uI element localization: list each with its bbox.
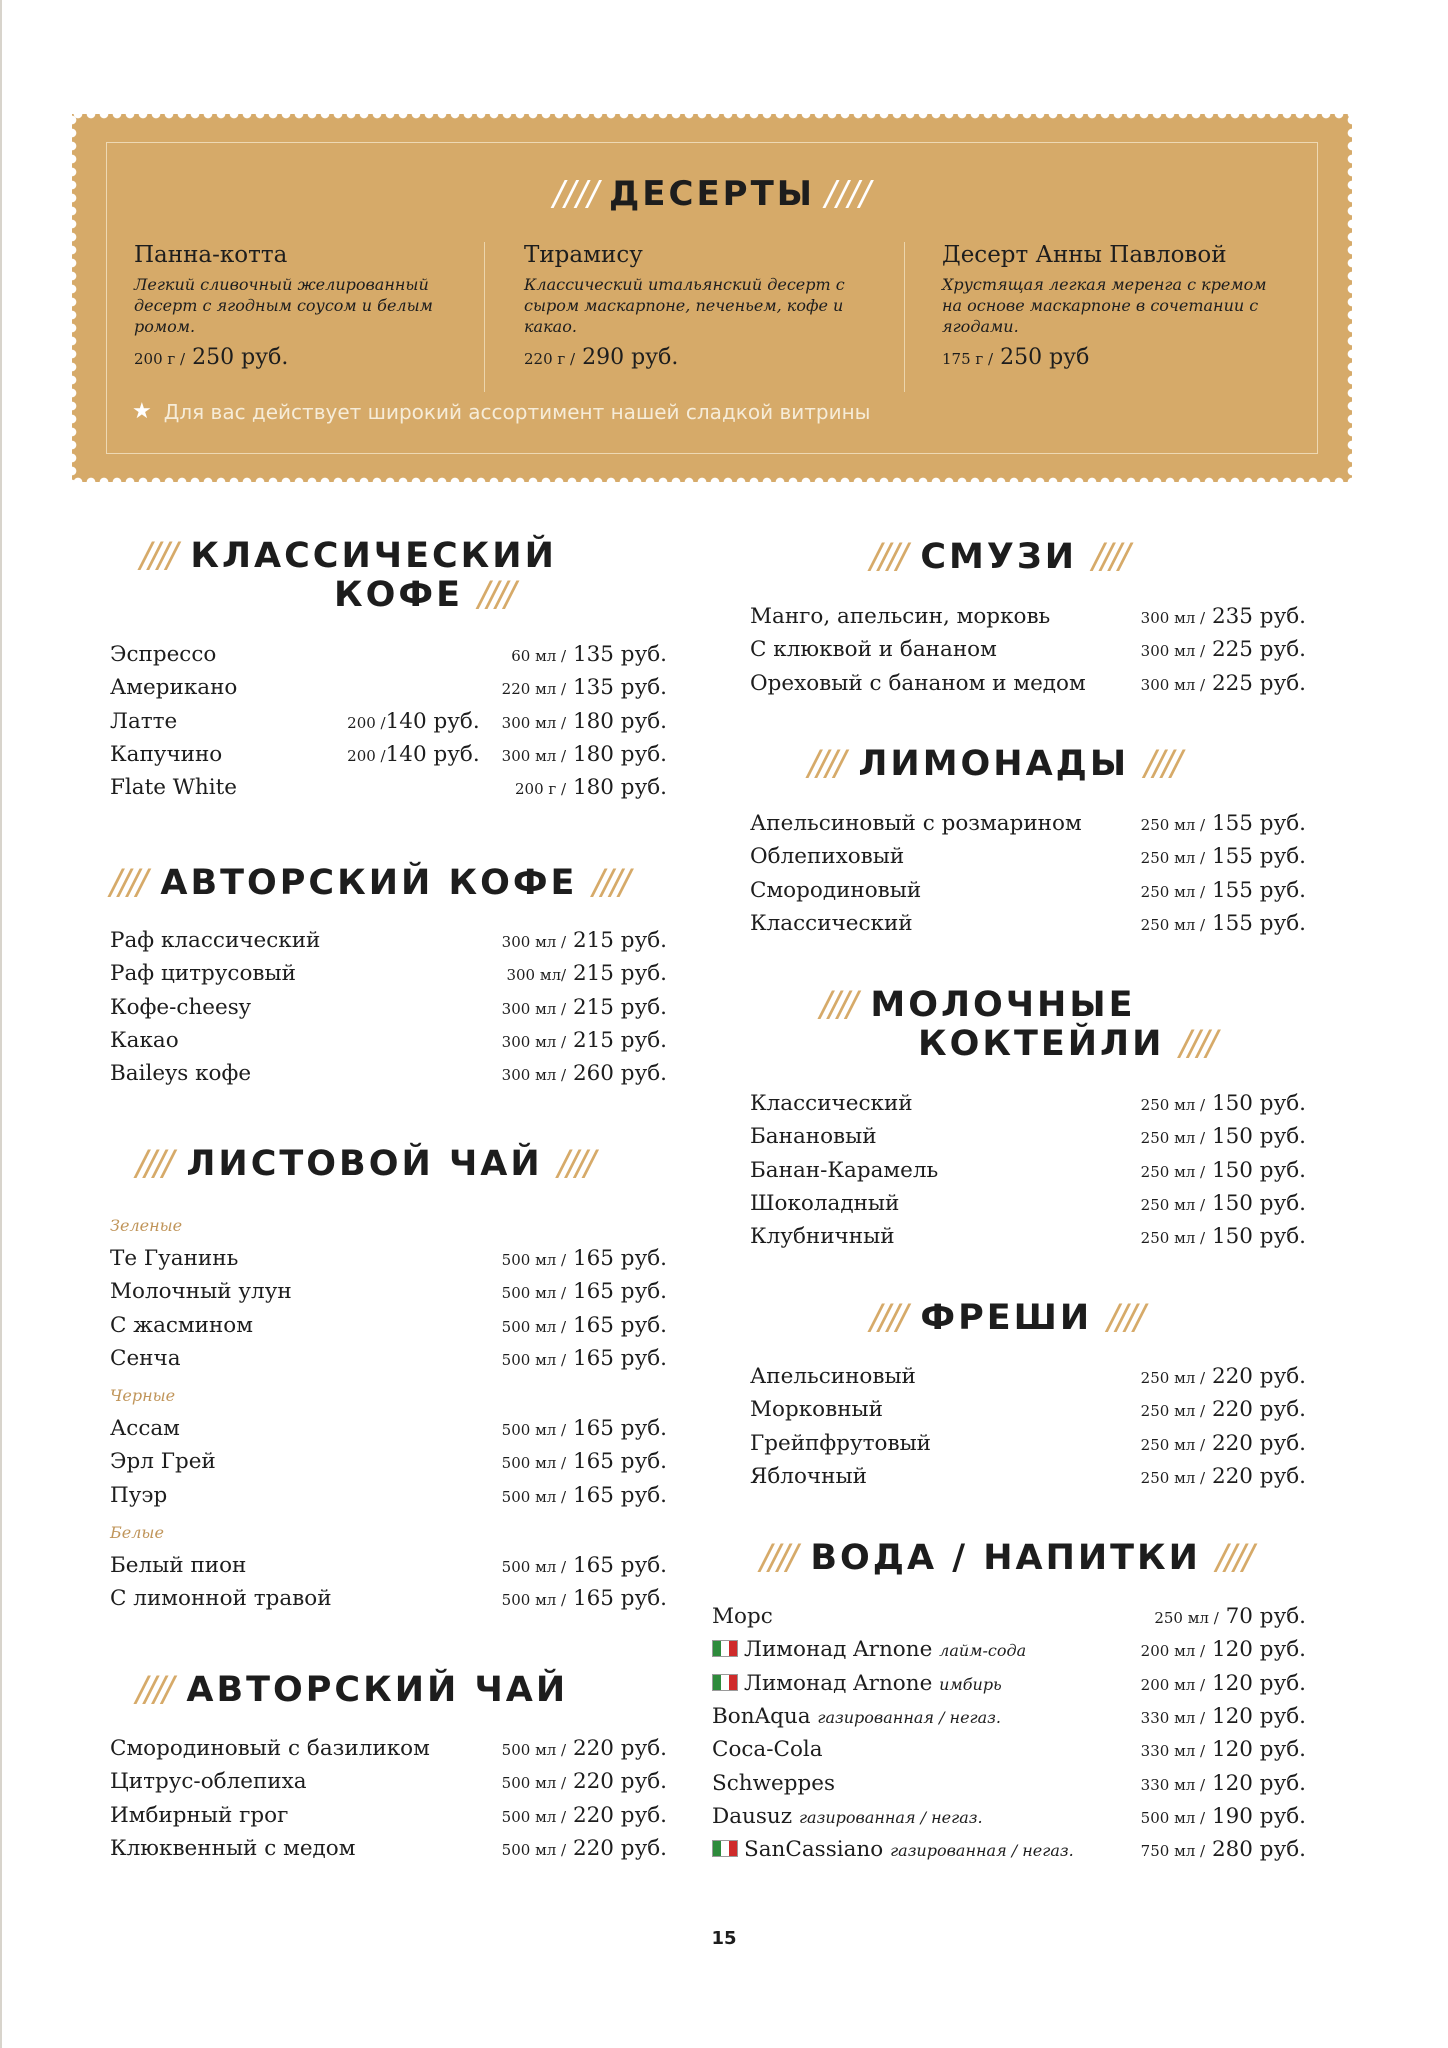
item-name: Dausuz газированная / негаз.: [712, 1803, 983, 1829]
item-name: С лимонной травой: [110, 1586, 332, 1612]
item-name: Грейпфрутовый: [750, 1430, 932, 1456]
item-price: 500 мл / 220 руб.: [501, 1736, 667, 1761]
item-price: 300 мл / 180 руб.: [501, 708, 667, 734]
item-name: Шоколадный: [750, 1190, 900, 1216]
menu-row: [110, 1582, 667, 1615]
item-price: 500 мл / 165 руб.: [501, 1586, 667, 1612]
item-price: 330 мл / 120 руб.: [1140, 1737, 1306, 1763]
menu-row: [750, 1120, 1306, 1153]
item-price: 250 мл / 220 руб.: [1140, 1463, 1306, 1489]
dessert-item: [942, 242, 1272, 370]
menu-row: [750, 1393, 1306, 1426]
item-name: Апельсиновый с розмарином: [750, 811, 1082, 836]
menu-row: [110, 924, 667, 957]
section-title-classic-coffee-line2: КОФЕ ////: [334, 575, 514, 615]
section-title-lemonade: //// ЛИМОНАДЫ ////: [808, 744, 1180, 784]
item-price: 250 мл / 70 руб.: [1154, 1604, 1306, 1629]
item-name: Ореховый с бананом и медом: [750, 670, 1086, 696]
section-title-smoothie: //// СМУЗИ ////: [870, 537, 1128, 577]
menu-row: [110, 638, 667, 671]
menu-row: [110, 991, 667, 1024]
menu-row: [750, 667, 1306, 700]
item-name: С клюквой и бананом: [750, 637, 997, 663]
item-name: Имбирный грог: [110, 1802, 289, 1828]
item-name: Эрл Грей: [110, 1449, 216, 1475]
tea-category-label: Белые: [110, 1523, 164, 1542]
menu-row: [712, 1600, 1306, 1633]
desserts-panel: [72, 114, 1352, 482]
menu-row: [750, 1187, 1306, 1220]
dessert-price: 220 г / 290 руб.: [524, 345, 679, 370]
item-name: Coca-Cola: [712, 1737, 823, 1763]
tea-category-label: Черные: [110, 1386, 176, 1405]
item-name: Банановый: [750, 1124, 877, 1150]
item-name: Какао: [110, 1027, 179, 1053]
menu-row: [110, 738, 667, 771]
menu-row: [750, 1087, 1306, 1120]
item-note: газированная / негаз.: [890, 1841, 1074, 1861]
item-note: газированная / негаз.: [817, 1707, 1001, 1727]
item-price: 250 мл / 150 руб.: [1140, 1190, 1306, 1216]
item-name: Сенча: [110, 1345, 181, 1371]
italy-flag-icon: [712, 1840, 738, 1857]
item-name: Ассам: [110, 1416, 180, 1441]
item-name: Апельсиновый: [750, 1364, 916, 1389]
desserts-title: //// ДЕСЕРТЫ ////: [553, 174, 871, 214]
item-name: Лимонад Arnone имбирь: [712, 1667, 1141, 1701]
menu-row: [750, 1220, 1306, 1253]
menu-row: [110, 1309, 667, 1342]
section-title-leaf-tea: //// ЛИСТОВОЙ ЧАЙ ////: [136, 1144, 593, 1184]
dessert-name: Тирамису: [524, 242, 643, 268]
item-price: 250 мл / 155 руб.: [1140, 844, 1306, 870]
item-price: 250 мл / 150 руб.: [1140, 1157, 1306, 1183]
item-name: Морс: [712, 1604, 773, 1629]
menu-row: [712, 1800, 1306, 1833]
item-price: 200 г / 180 руб.: [515, 775, 667, 801]
item-name: Банан-Карамель: [750, 1157, 939, 1183]
item-name: Кофе-cheesy: [110, 994, 251, 1020]
desserts-note: ★ Для вас действует широкий ассортимент нашей сладкой витрины: [132, 399, 871, 424]
item-price: 500 мл / 220 руб.: [501, 1769, 667, 1795]
menu-row: [110, 1342, 667, 1375]
dessert-price: 175 г / 250 руб: [942, 345, 1090, 370]
dessert-description: Легкий сливочный желированный десерт с ягодным соусом и белым ромом.: [134, 275, 433, 336]
menu-row: [110, 1275, 667, 1308]
column-divider: [904, 242, 905, 392]
item-name: Классический: [750, 910, 913, 936]
item-price: 250 мл / 155 руб.: [1140, 910, 1306, 936]
item-price: 200 мл / 120 руб.: [1140, 1637, 1306, 1663]
page-number: 15: [711, 1928, 737, 1949]
item-price: 300 мл / 180 руб.: [501, 741, 667, 767]
item-name: SanCassiano газированная / негаз.: [712, 1833, 1141, 1867]
menu-row: [110, 1412, 667, 1445]
column-divider: [484, 242, 485, 392]
section-title-milkshake: //// МОЛОЧНЫЕ: [820, 985, 1136, 1025]
item-note: имбирь: [939, 1674, 1002, 1694]
menu-row: [110, 1024, 667, 1057]
item-price: 300 мл / 215 руб.: [501, 928, 667, 953]
item-name: Облепиховый: [750, 844, 905, 870]
item-price: 250 мл / 220 руб.: [1140, 1430, 1306, 1456]
item-price: 500 мл / 220 руб.: [501, 1802, 667, 1828]
item-name: Американо: [110, 675, 238, 701]
item-price: 500 мл / 165 руб.: [501, 1416, 667, 1441]
item-price: 500 мл / 190 руб.: [1140, 1803, 1306, 1829]
menu-row: [750, 1427, 1306, 1460]
item-price-small: 200 /140 руб.: [347, 708, 480, 734]
item-price: 500 мл / 165 руб.: [501, 1449, 667, 1475]
item-name: Молочный улун: [110, 1279, 292, 1305]
item-price: 500 мл / 165 руб.: [501, 1553, 667, 1578]
item-price: 250 мл / 150 руб.: [1140, 1124, 1306, 1150]
italy-flag-icon: [712, 1640, 738, 1657]
item-name: Baileys кофе: [110, 1061, 252, 1087]
page-edge: [0, 0, 2, 2048]
dessert-name: Панна-котта: [134, 242, 288, 268]
item-name: Schweppes: [712, 1770, 836, 1796]
item-price: 500 мл / 165 руб.: [501, 1246, 667, 1271]
dessert-description: Хрустящая легкая меренга с кремом на основе маскарпоне в сочетании с ягодами.: [942, 275, 1267, 336]
item-name: Клюквенный с медом: [110, 1835, 356, 1861]
dessert-item: [524, 242, 854, 370]
menu-row: [110, 705, 667, 738]
item-price: 250 мл / 220 руб.: [1140, 1364, 1306, 1389]
menu-row: [712, 1633, 1306, 1666]
dessert-description: Классический итальянский десерт с сыром маскарпоне, печеньем, кофе и какао.: [524, 275, 845, 336]
item-price: 60 мл / 135 руб.: [511, 642, 667, 667]
dessert-name: Десерт Анны Павловой: [942, 242, 1227, 268]
menu-row: [110, 771, 667, 804]
section-title-classic-coffee: //// КЛАССИЧЕСКИЙ: [140, 536, 557, 576]
item-price: 250 мл / 155 руб.: [1140, 811, 1306, 836]
menu-row: [110, 1242, 667, 1275]
menu-row: [110, 1832, 667, 1865]
menu-row: [750, 840, 1306, 873]
item-name: Капучино: [110, 741, 223, 767]
section-title-milkshake-line2: КОКТЕЙЛИ ////: [918, 1024, 1215, 1064]
item-price: 200 мл / 120 руб.: [1140, 1670, 1306, 1696]
dessert-price: 200 г / 250 руб.: [134, 345, 289, 370]
item-name: Латте: [110, 708, 178, 734]
item-price: 250 мл / 150 руб.: [1140, 1224, 1306, 1250]
menu-row: [110, 1479, 667, 1512]
item-price-small: 200 /140 руб.: [347, 741, 480, 767]
menu-row: [750, 807, 1306, 840]
menu-row: [750, 874, 1306, 907]
item-price: 500 мл / 165 руб.: [501, 1345, 667, 1371]
menu-row: [712, 1667, 1306, 1700]
menu-row: [750, 1154, 1306, 1187]
item-price: 500 мл / 165 руб.: [501, 1482, 667, 1508]
item-price: 220 мл / 135 руб.: [501, 675, 667, 701]
section-title-drinks: //// ВОДА / НАПИТКИ ////: [760, 1538, 1252, 1578]
item-name: Цитрус-облепиха: [110, 1769, 307, 1795]
item-price: 500 мл / 165 руб.: [501, 1279, 667, 1305]
italy-flag-icon: [712, 1674, 738, 1691]
menu-row: [750, 600, 1306, 633]
item-price: 300 мл / 260 руб.: [501, 1061, 667, 1087]
item-name: Раф цитрусовый: [110, 961, 296, 987]
item-price: 250 мл / 155 руб.: [1140, 877, 1306, 903]
item-note: газированная / негаз.: [798, 1807, 983, 1827]
section-title-author-tea: //// АВТОРСКИЙ ЧАЙ: [136, 1670, 569, 1710]
item-name: Flate White: [110, 775, 237, 801]
item-price: 500 мл / 165 руб.: [501, 1312, 667, 1338]
menu-row: [110, 1057, 667, 1090]
item-price: 250 мл / 150 руб.: [1140, 1091, 1306, 1116]
menu-row: [750, 907, 1306, 940]
item-name: Белый пион: [110, 1553, 247, 1578]
item-name: Лимонад Arnone лайм-сода: [712, 1633, 1141, 1667]
item-price: 300 мл / 215 руб.: [501, 994, 667, 1020]
menu-row: [110, 1549, 667, 1582]
menu-row: [110, 1445, 667, 1478]
menu-row: [750, 1360, 1306, 1393]
item-name: Клубничный: [750, 1224, 895, 1250]
item-price: 750 мл / 280 руб.: [1140, 1837, 1306, 1863]
item-price: 300 мл / 225 руб.: [1140, 637, 1306, 663]
menu-row: [110, 957, 667, 990]
item-name: Раф классический: [110, 928, 321, 953]
menu-row: [110, 1799, 667, 1832]
item-price: 330 мл / 120 руб.: [1140, 1703, 1306, 1729]
item-name: Яблочный: [750, 1463, 867, 1489]
menu-row: [712, 1833, 1306, 1866]
menu-row: [712, 1767, 1306, 1800]
item-name: Пуэр: [110, 1482, 168, 1508]
menu-row: [750, 1460, 1306, 1493]
menu-row: [110, 1732, 667, 1765]
item-name: Смородиновый: [750, 877, 922, 903]
item-name: Классический: [750, 1091, 913, 1116]
menu-row: [110, 671, 667, 704]
section-title-author-coffee: //// АВТОРСКИЙ КОФЕ ////: [110, 863, 628, 903]
item-price: 250 мл / 220 руб.: [1140, 1397, 1306, 1423]
item-note: лайм-сода: [939, 1641, 1027, 1661]
item-name: Смородиновый с базиликом: [110, 1736, 430, 1761]
menu-row: [712, 1700, 1306, 1733]
item-name: Те Гуанинь: [110, 1246, 239, 1271]
item-name: Эспрессо: [110, 642, 217, 667]
item-name: BonAqua газированная / негаз.: [712, 1703, 1001, 1729]
dessert-item: [134, 242, 464, 370]
menu-row: [110, 1765, 667, 1798]
item-price: 300 мл / 235 руб.: [1140, 604, 1306, 629]
tea-category-label: Зеленые: [110, 1216, 183, 1235]
item-name: С жасмином: [110, 1312, 253, 1338]
item-price: 500 мл / 220 руб.: [501, 1835, 667, 1861]
item-name: Морковный: [750, 1397, 883, 1423]
item-price: 330 мл / 120 руб.: [1140, 1770, 1306, 1796]
item-price: 300 мл / 215 руб.: [501, 1027, 667, 1053]
item-price: 300 мл / 225 руб.: [1140, 670, 1306, 696]
menu-row: [750, 633, 1306, 666]
item-name: Манго, апельсин, морковь: [750, 604, 1051, 629]
section-title-fresh: //// ФРЕШИ ////: [870, 1298, 1143, 1338]
menu-row: [712, 1733, 1306, 1766]
star-icon: ★: [132, 399, 152, 424]
item-price: 300 мл/ 215 руб.: [506, 961, 667, 987]
